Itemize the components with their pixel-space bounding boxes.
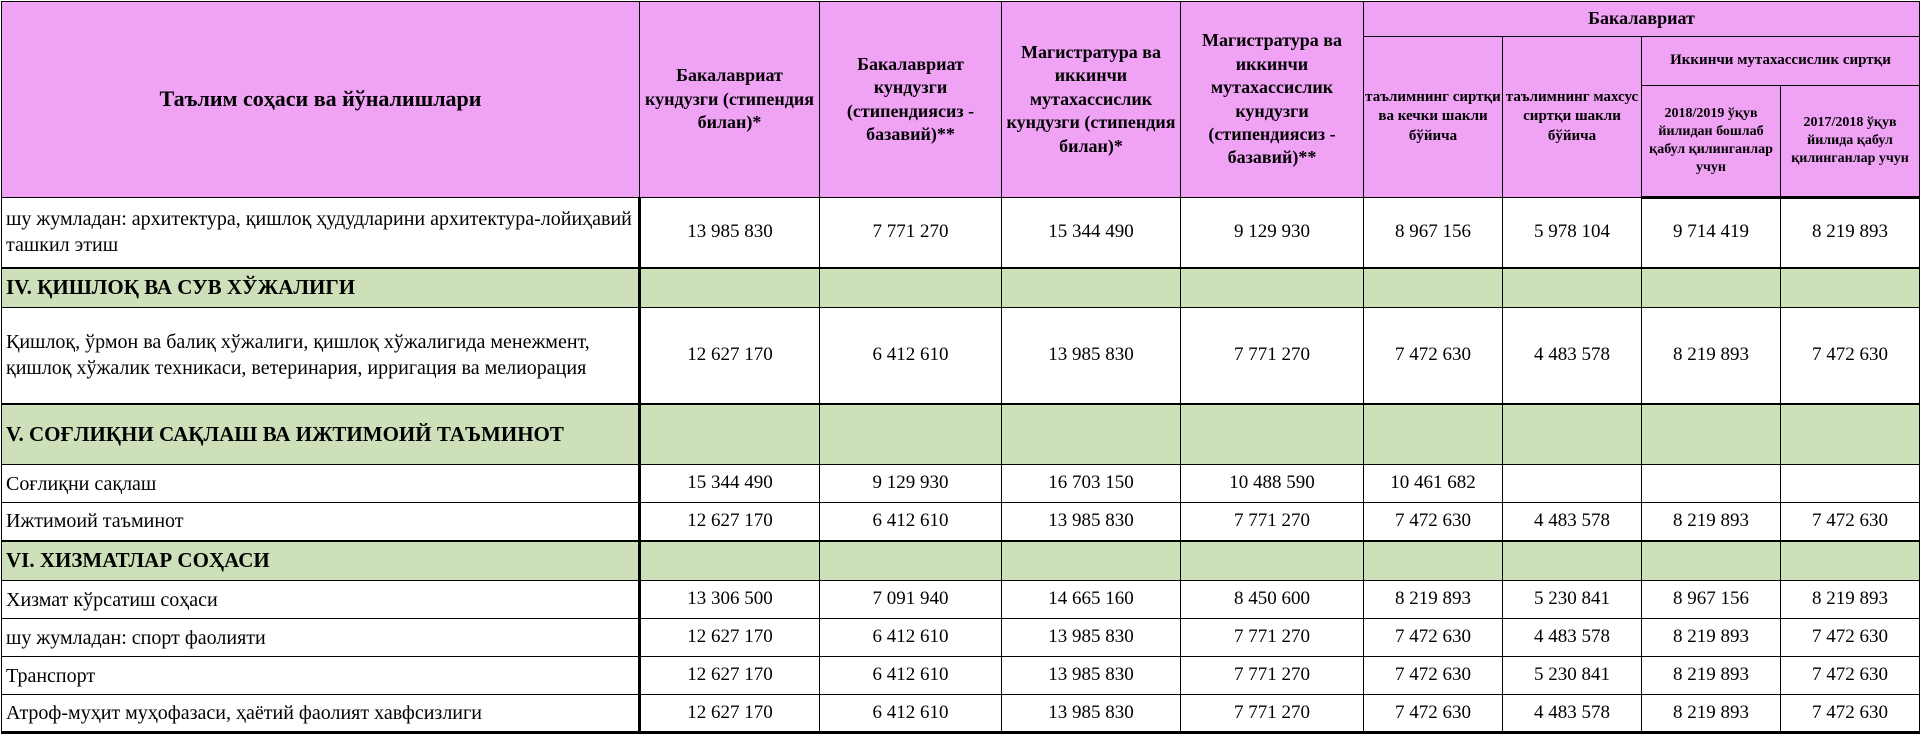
fee-cell: 8 219 893 (1642, 619, 1781, 657)
fee-cell: 7 771 270 (1181, 657, 1364, 695)
section-empty-cell (1181, 404, 1364, 465)
fee-cell: 13 985 830 (1002, 308, 1181, 404)
section-empty-cell (1002, 541, 1181, 581)
section-empty-cell (1781, 541, 1920, 581)
section-empty-cell (640, 268, 820, 308)
section-row (2, 404, 1920, 465)
fee-cell: 5 978 104 (1503, 198, 1642, 268)
row-label: шу жумладан: архитектура, қишлоқ ҳудудларини архитектура-лойиҳавий ташкил этиш (2, 198, 640, 268)
fee-cell: 8 219 893 (1642, 695, 1781, 733)
fee-cell: 7 091 940 (820, 581, 1002, 619)
fee-cell: 15 344 490 (640, 465, 820, 503)
fee-cell: 13 985 830 (1002, 657, 1181, 695)
fee-cell: 7 472 630 (1364, 657, 1503, 695)
table-row (2, 581, 1920, 619)
fee-cell (1503, 465, 1642, 503)
fee-cell: 13 985 830 (1002, 503, 1181, 541)
column-header: Бакалавриат кундузги (стипендия билан)* (640, 2, 820, 198)
fee-cell: 12 627 170 (640, 695, 820, 733)
column-header: Магистратура ва иккинчи мутахассислик кундузги (стипендия билан)* (1002, 2, 1181, 198)
section-empty-cell (1364, 541, 1503, 581)
section-empty-cell (1364, 268, 1503, 308)
section-empty-cell (1642, 268, 1781, 308)
column-header: Магистратура ва иккинчи мутахассислик кундузги (стипендиясиз - базавий)** (1181, 2, 1364, 198)
fee-cell: 6 412 610 (820, 657, 1002, 695)
table-row (2, 657, 1920, 695)
fee-cell: 12 627 170 (640, 503, 820, 541)
fee-cell: 5 230 841 (1503, 657, 1642, 695)
fee-cell: 12 627 170 (640, 308, 820, 404)
year-header-2017: 2017/2018 ўқув йилида қабул қилинганлар учун (1781, 86, 1920, 198)
fee-cell: 8 219 893 (1642, 503, 1781, 541)
table-row (2, 503, 1920, 541)
fee-cell: 7 472 630 (1364, 308, 1503, 404)
row-label: Хизмат кўрсатиш соҳаси (2, 581, 640, 619)
special-correspondence-header: таълимнинг махсус сиртқи шакли бўйича (1503, 37, 1642, 198)
fee-cell: 8 219 893 (1781, 198, 1920, 268)
fee-cell: 13 985 830 (1002, 619, 1181, 657)
fee-cell: 7 771 270 (1181, 695, 1364, 733)
section-empty-cell (1181, 541, 1364, 581)
section-empty-cell (820, 404, 1002, 465)
year-header-2018: 2018/2019 ўқув йилидан бошлаб қабул қилинганлар учун (1642, 86, 1781, 198)
fee-cell: 13 985 830 (1002, 695, 1181, 733)
table-header (2, 2, 1920, 198)
row-label: Қишлоқ, ўрмон ва балиқ хўжалиги, қишлоқ хўжалигида менежмент, қишлоқ хўжалик техникаси, ветеринария, ирригация ва мелиорация (2, 308, 640, 404)
fee-cell: 16 703 150 (1002, 465, 1181, 503)
fee-cell (1781, 465, 1920, 503)
fee-cell: 7 472 630 (1364, 619, 1503, 657)
table-row (2, 465, 1920, 503)
fee-cell: 7 771 270 (1181, 308, 1364, 404)
fee-cell: 7 472 630 (1781, 619, 1920, 657)
table-row (2, 198, 1920, 268)
section-empty-cell (1002, 268, 1181, 308)
evening-correspondence-header: таълимнинг сиртқи ва кечки шакли бўйича (1364, 37, 1503, 198)
fee-cell: 6 412 610 (820, 695, 1002, 733)
row-label: Транспорт (2, 657, 640, 695)
fee-cell: 7 771 270 (1181, 503, 1364, 541)
row-label: Ижтимоий таъминот (2, 503, 640, 541)
section-empty-cell (1503, 541, 1642, 581)
fee-cell: 6 412 610 (820, 619, 1002, 657)
fee-cell: 14 665 160 (1002, 581, 1181, 619)
fee-cell: 8 450 600 (1181, 581, 1364, 619)
bachelor-group-header: Бакалавриат (1364, 2, 1920, 37)
section-empty-cell (1642, 404, 1781, 465)
fee-cell: 13 985 830 (640, 198, 820, 268)
fee-cell: 9 129 930 (820, 465, 1002, 503)
section-empty-cell (820, 541, 1002, 581)
table-row (2, 308, 1920, 404)
row-label: Атроф-муҳит муҳофазаси, ҳаётий фаолият хавфсизлиги (2, 695, 640, 733)
fee-cell: 8 219 893 (1364, 581, 1503, 619)
fee-cell: 9 714 419 (1642, 198, 1781, 268)
section-title: IV. ҚИШЛОҚ ВА СУВ ХЎЖАЛИГИ (2, 268, 640, 308)
second-specialty-header: Иккинчи мутахассислик сиртқи (1642, 37, 1920, 86)
fee-cell: 4 483 578 (1503, 308, 1642, 404)
fee-cell: 7 472 630 (1364, 503, 1503, 541)
tuition-fee-table (1, 1, 1920, 734)
table-row (2, 695, 1920, 733)
section-row (2, 541, 1920, 581)
fee-cell: 12 627 170 (640, 657, 820, 695)
section-empty-cell (1781, 404, 1920, 465)
row-label: Соғлиқни сақлаш (2, 465, 640, 503)
fee-cell: 10 488 590 (1181, 465, 1364, 503)
fee-cell: 8 219 893 (1642, 657, 1781, 695)
section-row (2, 268, 1920, 308)
section-empty-cell (1781, 268, 1920, 308)
fee-cell: 4 483 578 (1503, 503, 1642, 541)
fee-cell: 7 472 630 (1364, 695, 1503, 733)
fee-cell: 7 771 270 (1181, 619, 1364, 657)
fee-cell: 8 219 893 (1642, 308, 1781, 404)
fee-cell: 7 771 270 (820, 198, 1002, 268)
fee-cell: 4 483 578 (1503, 695, 1642, 733)
fee-cell: 8 967 156 (1364, 198, 1503, 268)
fee-cell: 7 472 630 (1781, 308, 1920, 404)
section-title: V. СОҒЛИҚНИ САҚЛАШ ВА ИЖТИМОИЙ ТАЪМИНОТ (2, 404, 640, 465)
fee-cell: 7 472 630 (1781, 657, 1920, 695)
fee-cell: 4 483 578 (1503, 619, 1642, 657)
fee-cell: 9 129 930 (1181, 198, 1364, 268)
fee-cell: 8 219 893 (1781, 581, 1920, 619)
fee-cell: 13 306 500 (640, 581, 820, 619)
fee-cell: 7 472 630 (1781, 503, 1920, 541)
section-empty-cell (1503, 404, 1642, 465)
fee-cell: 10 461 682 (1364, 465, 1503, 503)
fee-cell: 6 412 610 (820, 308, 1002, 404)
section-empty-cell (1503, 268, 1642, 308)
section-empty-cell (1364, 404, 1503, 465)
direction-header: Таълим соҳаси ва йўналишлари (2, 2, 640, 198)
fee-cell: 8 967 156 (1642, 581, 1781, 619)
section-title: VI. ХИЗМАТЛАР СОҲАСИ (2, 541, 640, 581)
section-empty-cell (1002, 404, 1181, 465)
fee-cell: 5 230 841 (1503, 581, 1642, 619)
table-row (2, 619, 1920, 657)
column-header: Бакалавриат кундузги (стипендиясиз - базавий)** (820, 2, 1002, 198)
fee-cell: 15 344 490 (1002, 198, 1181, 268)
row-label: шу жумладан: спорт фаолияти (2, 619, 640, 657)
section-empty-cell (640, 541, 820, 581)
section-empty-cell (1642, 541, 1781, 581)
fee-cell: 12 627 170 (640, 619, 820, 657)
fee-cell: 6 412 610 (820, 503, 1002, 541)
table-body (2, 198, 1920, 733)
fee-cell: 7 472 630 (1781, 695, 1920, 733)
section-empty-cell (640, 404, 820, 465)
section-empty-cell (1181, 268, 1364, 308)
section-empty-cell (820, 268, 1002, 308)
fee-cell (1642, 465, 1781, 503)
